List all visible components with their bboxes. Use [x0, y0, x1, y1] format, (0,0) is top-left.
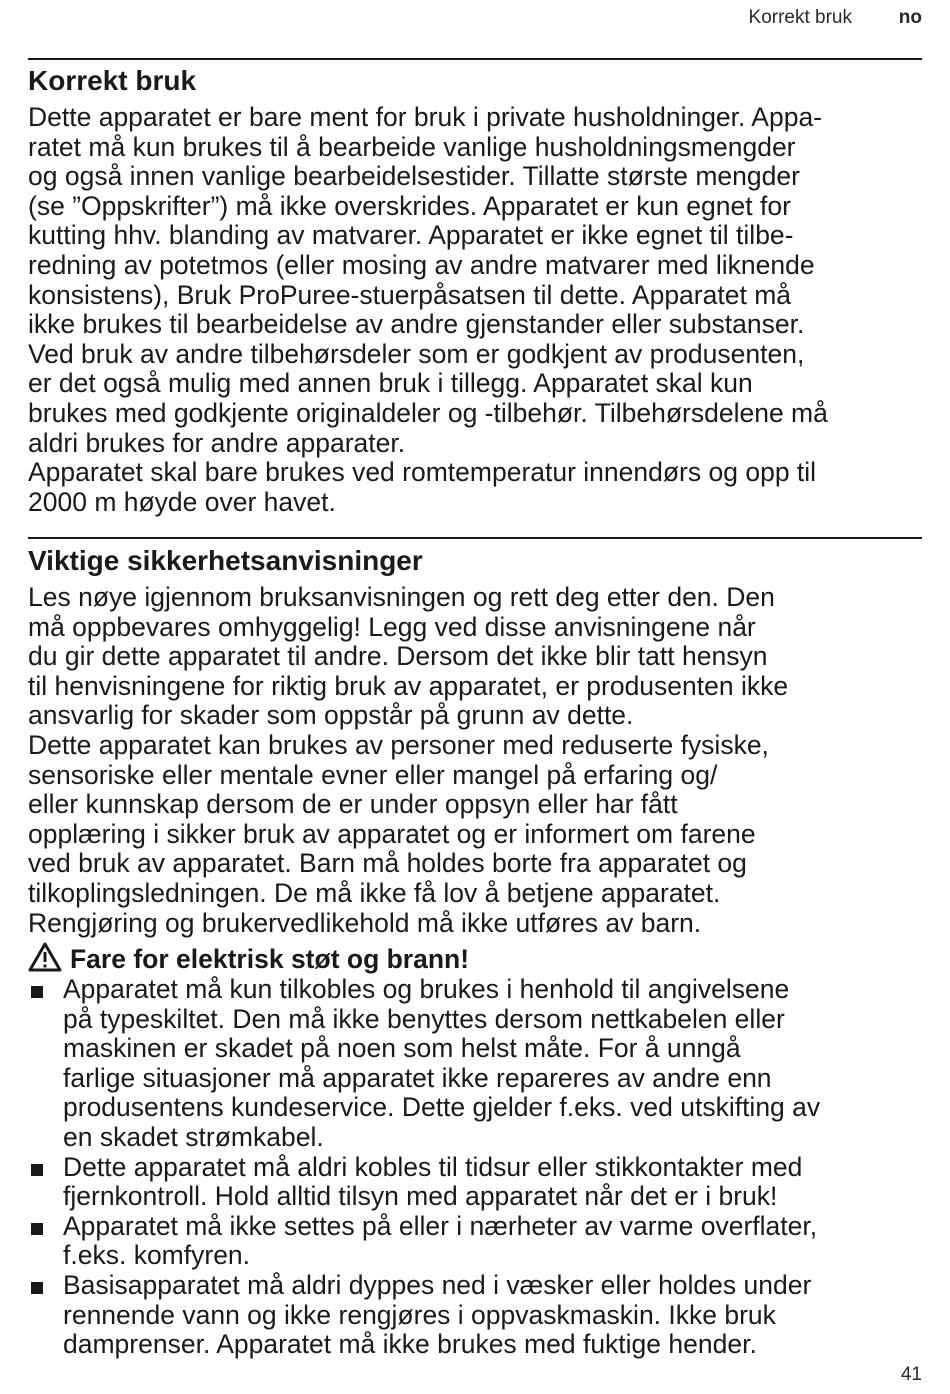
warning-title: Fare for elektrisk støt og brann! [70, 944, 470, 974]
sikkerhet-paragraph-2: Dette apparatet kan brukes av personer med reduserte fysiske, sensoriske eller mentale evner eller mangel på erfaring og/ eller kunnskap dersom de er under oppsyn eller har fått opplæring i sikker bruk av apparatet og er informert om farene ved bruk av apparatet. Barn må holdes borte fra apparatet og tilkoplingsledningen. De må ikke få lov å betjene apparatet. Rengjøring og brukervedlikehold må ikke utføres av barn. [28, 730, 769, 938]
running-header [28, 7, 922, 31]
list-item: Apparatet må kun tilkobles og brukes i henhold til angivelsene på typeskiltet. Den må ikke benyttes dersom nettkabelen eller maskinen er skadet på noen som helst måte. For å unngå farlige situasjoner må apparatet ikke repareres av andre enn produsentens kundeservice. Dette gjelder f.eks. ved utskifting av en skadet strømkabel. [28, 975, 928, 1153]
bullet-square-icon [31, 1164, 43, 1176]
running-header-section: Korrekt bruk [748, 7, 852, 28]
bullet-square-icon [31, 986, 43, 998]
bullet-square-icon [31, 1282, 43, 1294]
section-title-sikkerhetsanvisninger: Viktige sikkerhetsanvisninger [28, 545, 423, 576]
section-divider-top [28, 58, 922, 60]
list-item: Basisapparatet må aldri dyppes ned i væsker eller holdes under rennende vann og ikke rengjøres i oppvaskmaskin. Ikke bruk damprenser. Apparatet må ikke brukes med fuktige hender. [28, 1271, 928, 1360]
warning-list [28, 975, 928, 1360]
sikkerhet-paragraph-1: Les nøye igjennom bruksanvisningen og rett deg etter den. Den må oppbevares omhyggelig! Legg ved disse anvisningene når du gir dette apparatet til andre. Dersom det ikke blir tatt hensyn til henvisningene for riktig bruk av apparatet, er produsenten ikke ansvarlig for skader som oppstår på grunn av dette. [28, 582, 789, 731]
warning-triangle-icon [28, 942, 62, 979]
section-divider-middle [28, 537, 922, 539]
korrekt-bruk-paragraph-1: Dette apparatet er bare ment for bruk i private husholdninger. Appa- ratet må kun brukes til å bearbeide vanlige husholdningsmengder og også innen vanlige bearbeidelsestider. Tillatte største mengder (se ”Oppskrifter”) må ikke overskrides. Apparatet er kun egnet for kutting hhv. blanding av matvarer. Apparatet er ikke egnet til tilbe- redning av potetmos (eller mosing av andre matvarer med liknende konsistens), Bruk ProPuree-stuerpåsatsen til dette. Apparatet må ikke brukes til bearbeidelse av andre gjenstander eller substanser. Ved bruk av andre tilbehørsdeler som er godkjent av produsenten, er det også mulig med annen bruk i tillegg. Apparatet skal kun brukes med godkjente originaldeler og -tilbehør. Tilbehørsdelene må aldri brukes for andre apparater. [28, 102, 828, 458]
page-number: 41 [900, 1364, 922, 1385]
bullet-square-icon [31, 1223, 43, 1235]
section-title-korrekt-bruk: Korrekt bruk [28, 65, 197, 96]
list-item: Apparatet må ikke settes på eller i nærheter av varme overflater, f.eks. komfyren. [28, 1212, 928, 1271]
language-code: no [898, 7, 922, 28]
korrekt-bruk-paragraph-2: Apparatet skal bare brukes ved romtemperatur innendørs og opp til 2000 m høyde over havet. [28, 457, 817, 517]
list-item: Dette apparatet må aldri kobles til tidsur eller stikkontakter med fjernkontroll. Hold alltid tilsyn med apparatet når det er i bruk! [28, 1153, 928, 1212]
